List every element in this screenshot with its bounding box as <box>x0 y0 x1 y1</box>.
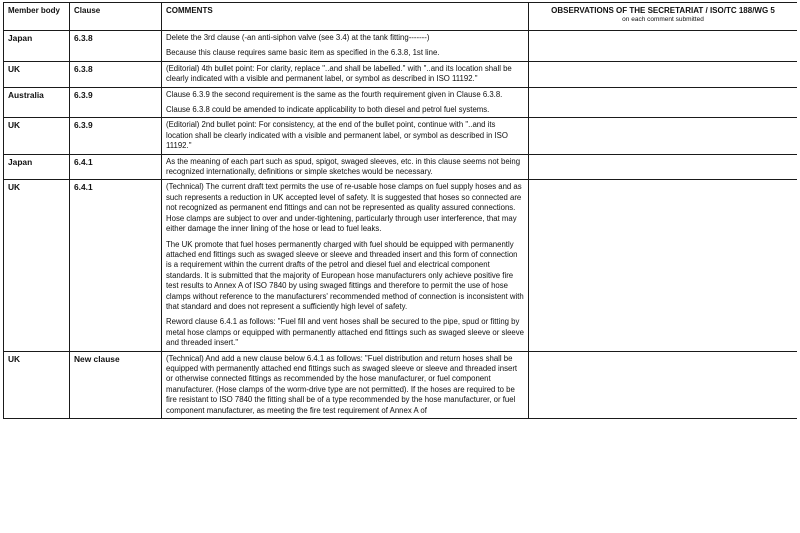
observation-cell <box>529 118 798 154</box>
member-body-cell: UK <box>4 118 70 154</box>
clause-cell: 6.3.8 <box>70 61 162 87</box>
comment-cell <box>162 61 529 87</box>
header-comments: COMMENTS <box>162 3 529 31</box>
comment-paragraph: Because this clause requires same basic item as specified in the 6.3.8, 1st line. <box>166 48 440 58</box>
comment-paragraph: Delete the 3rd clause (-an anti-siphon valve (see 3.4) at the tank fitting-------) <box>166 33 430 42</box>
table-row <box>4 61 798 87</box>
comments-table <box>3 2 797 419</box>
comment-cell <box>162 180 529 351</box>
comment-paragraph: Reword clause 6.4.1 as follows: "Fuel fill and vent hoses shall be secured to the pipe, spud or fitting by metal hose clamps or equipped with permanently attached end fittings such as swaged sleeve or sleeve and threaded insert." <box>166 317 524 348</box>
comment-cell <box>162 31 529 62</box>
clause-cell: 6.4.1 <box>70 180 162 351</box>
header-row <box>4 3 798 31</box>
header-observations <box>529 3 798 31</box>
clause-cell: 6.3.9 <box>70 118 162 154</box>
table-row <box>4 31 798 62</box>
comment-paragraph: (Editorial) 4th bullet point: For clarity, replace "..and shall be labelled." with "..and its location shall be clearly indicated with a visible and permanent label, or symbol as described in ISO 11192." <box>166 63 512 84</box>
table-row <box>4 180 798 351</box>
member-body-cell: UK <box>4 180 70 351</box>
header-observations-sub: on each comment submitted <box>622 16 704 23</box>
observation-cell <box>529 351 798 418</box>
member-body-cell: Japan <box>4 31 70 62</box>
table-row <box>4 351 798 418</box>
comment-paragraph: (Technical) And add a new clause below 6.4.1 as follows: "Fuel distribution and return hoses shall be equipped with permanently attached end fittings such as swaged sleeve or sleeve and threaded insert or otherwise connected fittings as recommended by the hose manufacturer, or fuel component manufacturer. (Hose clamps of the worm-drive type are not permitted). If the hoses are required to be fire resistant to ISO 7840 the fitting shall be of a type recommended by the hose manufacturer, or fuel component manufacturer, as meeting the fire test requirement of Annex A of <box>166 353 518 415</box>
table-row <box>4 154 798 180</box>
observation-cell <box>529 31 798 62</box>
comment-paragraph: (Editorial) 2nd bullet point: For consistency, at the end of the bullet point, continue with "..and its location shall be clearly indicated with a visible and permanent label, or symbol as described in ISO 11192." <box>166 120 508 151</box>
member-body-cell: Japan <box>4 154 70 180</box>
table-row <box>4 118 798 154</box>
comment-paragraph: (Technical) The current draft text permits the use of re-usable hose clamps on fuel supply hoses and as such represents a reduction in UK accepted level of safety. It is suggested that hoses so connected are not recognized as permanent end fittings and can not be represented as quality assured connections. Hose clamps are subject to over and under-tightening, particularly through user interference, that may either damage the inner lining of the hose or lead to fuel leaks. <box>166 182 522 234</box>
clause-cell: New clause <box>70 351 162 418</box>
header-observations-title: OBSERVATIONS OF THE SECRETARIAT / ISO/TC 188/WG 5 <box>551 6 775 15</box>
member-body-cell: UK <box>4 351 70 418</box>
comment-paragraph: The UK promote that fuel hoses permanently charged with fuel should be equipped with permanently attached end fittings such as swaged sleeve or sleeve and threaded insert and this form of connection is a requirement within the current drafts of the petrol and diesel fuel and electrical component standards. It is submitted that the majority of European hose manufacturers only achieve positive fire test results to Annex A of ISO 7840 by using swaged fittings and therefore to permit the use of hose clamps without reference to the manufacturers' recommended method of connection is inconsistent with that standard and does not represent a sufficiently high level of safety. <box>166 239 524 311</box>
document-page <box>3 2 797 533</box>
comment-cell <box>162 154 529 180</box>
clause-cell: 6.3.8 <box>70 31 162 62</box>
table-row <box>4 87 798 118</box>
comment-paragraph: Clause 6.3.8 could be amended to indicate applicability to both diesel and petrol fuel systems. <box>166 105 490 115</box>
comment-cell <box>162 87 529 118</box>
observation-cell <box>529 87 798 118</box>
clause-cell: 6.4.1 <box>70 154 162 180</box>
clause-cell: 6.3.9 <box>70 87 162 118</box>
comment-cell <box>162 118 529 154</box>
member-body-cell: Australia <box>4 87 70 118</box>
header-member-body: Member body <box>4 3 70 31</box>
header-clause: Clause <box>70 3 162 31</box>
comment-paragraph: Clause 6.3.9 the second requirement is the same as the fourth requirement given in Clause 6.3.8. <box>166 89 503 99</box>
observation-cell <box>529 180 798 351</box>
observation-cell <box>529 61 798 87</box>
observation-cell <box>529 154 798 180</box>
comment-paragraph: As the meaning of each part such as spud, spigot, swaged sleeves, etc. in this clause seems not being recognized internationally, definitions or simple sketches would be necessary. <box>166 156 521 177</box>
comment-cell <box>162 351 529 418</box>
member-body-cell: UK <box>4 61 70 87</box>
